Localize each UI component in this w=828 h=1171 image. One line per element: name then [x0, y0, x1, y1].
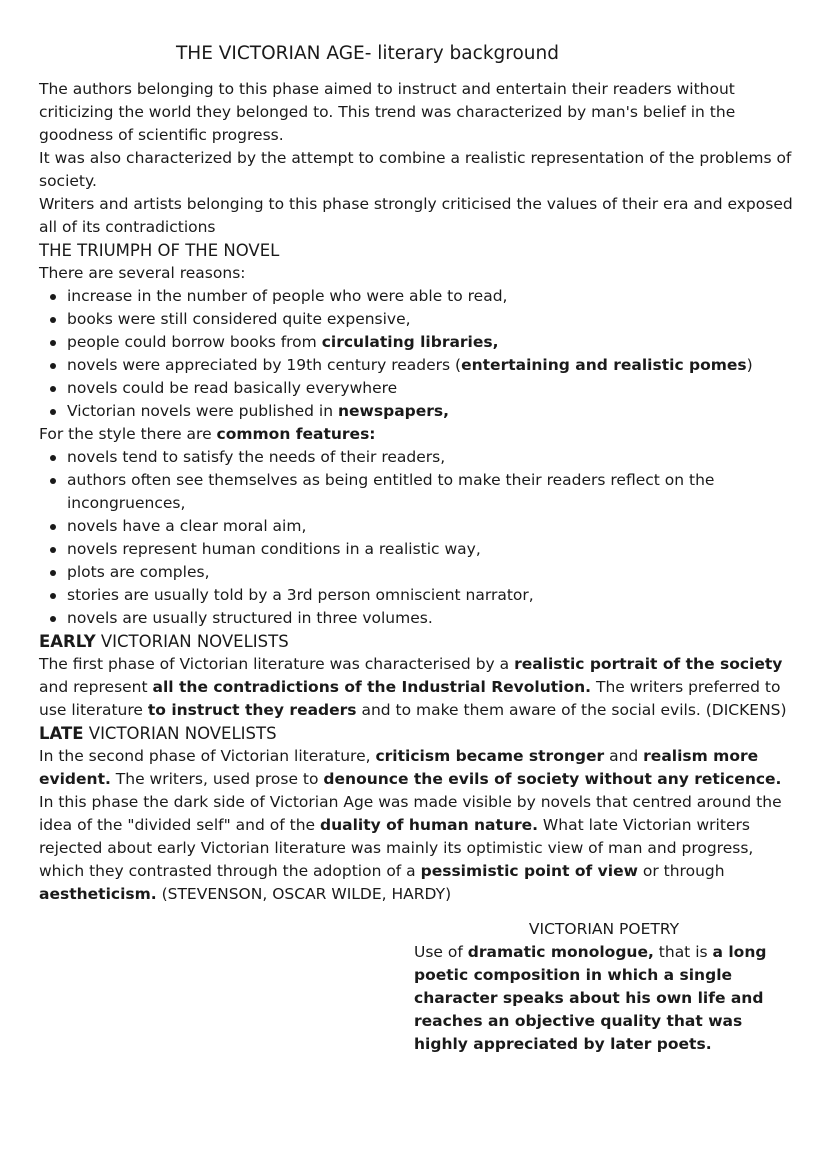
text-segment: The writers, used prose to [110, 770, 324, 788]
bold-text: criticism became stronger [375, 747, 605, 765]
reasons-list [39, 285, 799, 423]
text-segment: Victorian novels were published in [67, 402, 338, 420]
text-segment: What late Victorian writers rejected about early Victorian literature was mainly its optimistic view of man and progress, which they contrasted through the adoption of a [39, 816, 754, 880]
text-segment: The first phase of Victorian literature was characterised by a [39, 655, 515, 673]
bold-text: denounce the evils of society without any reticence. [323, 770, 782, 788]
list-item [39, 308, 799, 331]
text-segment: increase in the number of people who were able to read, [67, 287, 508, 305]
text-segment: ) [746, 356, 753, 374]
list-item [39, 285, 799, 308]
novel-heading: THE TRIUMPH OF THE NOVEL [39, 241, 280, 260]
bold-text: pessimistic point of view [420, 862, 638, 880]
bold-text: a long poetic composition in which a single character speaks about his own life and reaches an objective quality that was highly appreciated by later poets. [414, 943, 767, 1053]
text-segment: books were still considered quite expensive, [67, 310, 411, 328]
text-segment: people could borrow books from [67, 333, 322, 351]
poetry-paragraph [414, 941, 794, 1056]
features-list [39, 446, 799, 630]
list-item: novels have a clear moral aim, [39, 515, 799, 538]
list-item: novels represent human conditions in a realistic way, [39, 538, 799, 561]
text-segment: The writers preferred to use literature [39, 678, 781, 719]
list-item: plots are comples, [39, 561, 799, 584]
list-item: authors often see themselves as being entitled to make their readers reflect on the incongruences, [39, 469, 799, 515]
text-segment: Use of [414, 943, 468, 961]
list-item [39, 377, 799, 400]
bold-text: circulating libraries, [321, 333, 499, 351]
bold-text: duality of human nature. [319, 816, 538, 834]
intro-paragraph-2: It was also characterized by the attempt to combine a realistic representation of the problems of society. [39, 149, 792, 190]
bold-text: entertaining and realistic pomes [461, 356, 747, 374]
late-paragraph-1 [39, 745, 799, 791]
late-heading: LATE VICTORIAN NOVELISTS [39, 724, 277, 743]
text-segment: and represent [39, 678, 153, 696]
poetry-section [414, 918, 794, 1056]
list-item [39, 331, 799, 354]
text-segment: novels could be read basically everywhere [67, 379, 398, 397]
poetry-title: VICTORIAN POETRY [528, 920, 680, 938]
list-item [39, 400, 799, 423]
early-paragraph [39, 653, 799, 722]
text-segment: and to make them aware of the social evils. (DICKENS) [356, 701, 787, 719]
bold-text: aestheticism. [39, 885, 157, 903]
bold-text: newspapers, [338, 402, 450, 420]
bold-text: all the contradictions of the Industrial Revolution. [152, 678, 592, 696]
bold-text: realism more evident. [39, 747, 759, 788]
intro-paragraph-1: The authors belonging to this phase aimed to instruct and entertain their readers without criticizing the world they belonged to. This trend was characterized by man's belief in the goodness of scientific progress. [39, 80, 736, 144]
list-item: novels tend to satisfy the needs of their readers, [39, 446, 799, 469]
text-segment: or through [637, 862, 725, 880]
text-segment: that is [653, 943, 713, 961]
text-segment: (STEVENSON, OSCAR WILDE, HARDY) [156, 885, 452, 903]
early-heading: EARLY VICTORIAN NOVELISTS [39, 632, 289, 651]
reasons-intro: There are several reasons: [39, 264, 246, 282]
text-segment: In this phase the dark side of Victorian Age was made visible by novels that centred around the idea of the "divided self" and of the [39, 793, 782, 834]
list-item: novels are usually structured in three volumes. [39, 607, 799, 630]
text-segment: In the second phase of Victorian literature, [39, 747, 376, 765]
bold-text: to instruct they readers [147, 701, 357, 719]
style-intro: For the style there are common features: [39, 425, 376, 443]
text-segment: and [604, 747, 644, 765]
late-paragraph-2 [39, 791, 799, 906]
document-page [39, 40, 799, 1056]
intro-paragraph-3: Writers and artists belonging to this phase strongly criticised the values of their era and exposed all of its contradictions [39, 195, 793, 236]
text-segment: novels were appreciated by 19th century readers ( [67, 356, 462, 374]
page-title: THE VICTORIAN AGE- literary background [176, 43, 559, 64]
list-item [39, 354, 799, 377]
list-item: stories are usually told by a 3rd person omniscient narrator, [39, 584, 799, 607]
bold-text: dramatic monologue, [467, 943, 654, 961]
bold-text: realistic portrait of the society [514, 655, 783, 673]
